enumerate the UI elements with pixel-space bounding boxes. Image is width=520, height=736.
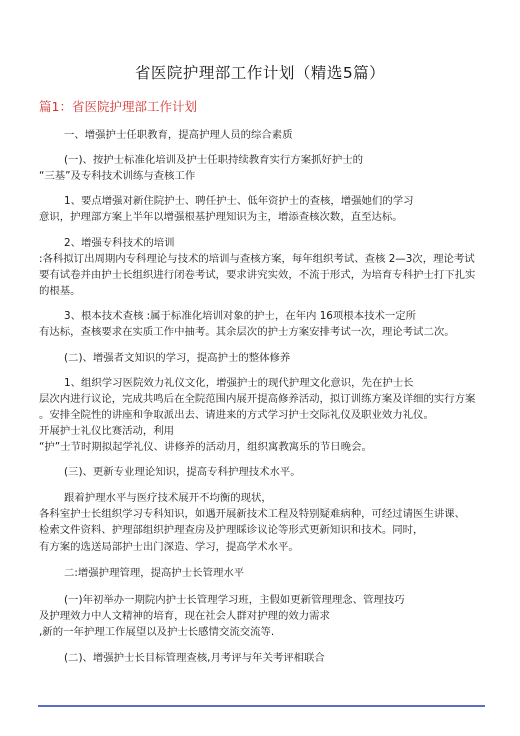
paragraph-line: 2、增强专科技术的培训 bbox=[64, 237, 175, 249]
paragraph-line: 及护理效力中人文精神的培育，现在社会人群对护理的效力需求 bbox=[39, 610, 330, 622]
paragraph-line: 有达标，查核要求在实质工作中抽考。其余层次的护士方案安排考试一次，理论考试二次。 bbox=[39, 326, 455, 338]
paragraph-line: :各科拟订出周期内专科理论与技术的培训与查核方案，每年组织考试、查核 2—3次，理论考试 bbox=[39, 253, 475, 265]
paragraph-line: 有方案的选送局部护士出门深造、学习，提高学术水平。 bbox=[39, 541, 299, 553]
section-heading: 篇1：省医院护理部工作计划 bbox=[39, 99, 197, 114]
paragraph-line: 的根基。 bbox=[39, 285, 81, 297]
paragraph-line: 要有试卷并由护士长组织进行闭卷考试，要求讲究实效，不流于形式，为培育专科护士打下扎实 bbox=[39, 269, 476, 281]
paragraph-line: 3、根本技术查核 :属于标准化培训对象的护士，在年内 16项根本技术一定所 bbox=[64, 310, 417, 322]
paragraph-line: 开展护士礼仪比赛活动，利用 bbox=[39, 425, 175, 437]
paragraph-line: 跟着护理水平与医疗技术展开不均衡的现状， bbox=[64, 492, 272, 504]
document-title: 省医院护理部工作计划（精选5篇） bbox=[134, 64, 386, 82]
paragraph-line: 。安排全院性的讲座和争取派出去、请进来的方式学习护士交际礼仪及职业效力礼仪。 bbox=[39, 409, 434, 421]
paragraph-line: 检索文件资料、护理部组织护理查房及护理睬诊议论等形式更新知识和技术。同时， bbox=[39, 524, 424, 536]
paragraph-line: (三)、更新专业理论知识，提高专科护理技术水平。 bbox=[64, 466, 301, 478]
paragraph-line: ,新的一年护理工作展望以及护士长感情交流交流等. bbox=[39, 626, 275, 638]
paragraph-line: 二:增强护理管理，提高护士长管理水平 bbox=[64, 567, 245, 579]
paragraph-line: 意识，护理部方案上半年以增强根基护理知识为主，增添查核次数，直至达标。 bbox=[39, 211, 403, 223]
paragraph-line: (二)、增强者文知识的学习，提高护士的整体修养 bbox=[64, 352, 291, 364]
paragraph-line: “护”士节时期拟起学礼仪、讲修养的活动月，组织寓教寓乐的节日晚会。 bbox=[39, 441, 372, 453]
paragraph-line: (一)、按护士标准化培训及护士任职持续教育实行方案抓好护士的 bbox=[64, 154, 364, 166]
paragraph-line: 1、组织学习医院效力礼仪文化，增强护士的现代护理文化意识，先在护士长 bbox=[64, 377, 414, 389]
paragraph-line: 层次内进行议论，完成共鸣后在全院范围内展开提高修养活动，拟订训练方案及详细的实行方案 bbox=[39, 393, 476, 405]
paragraph-line: 一、增强护士任职教育，提高护理人员的综合素质 bbox=[64, 129, 293, 141]
paragraph-line: (二)、增强护士长目标管理查核,月考评与年关考评相联合 bbox=[64, 652, 325, 664]
footer-divider bbox=[38, 705, 485, 707]
paragraph-line: 各科室护士长组织学习专科知识，如遇开展新技术工程及特别疑难病种，可经过请医生讲课、 bbox=[39, 508, 466, 520]
paragraph-line: “三基”及专科技术训练与查核工作 bbox=[39, 170, 196, 182]
paragraph-line: 1、要点增强对新住院护士、聘任护士、低年资护士的查核，增强她们的学习 bbox=[64, 195, 414, 207]
paragraph-line: (一)年初举办一期院内护士长管理学习班，主假如更新管理理念、管理技巧 bbox=[64, 594, 405, 606]
